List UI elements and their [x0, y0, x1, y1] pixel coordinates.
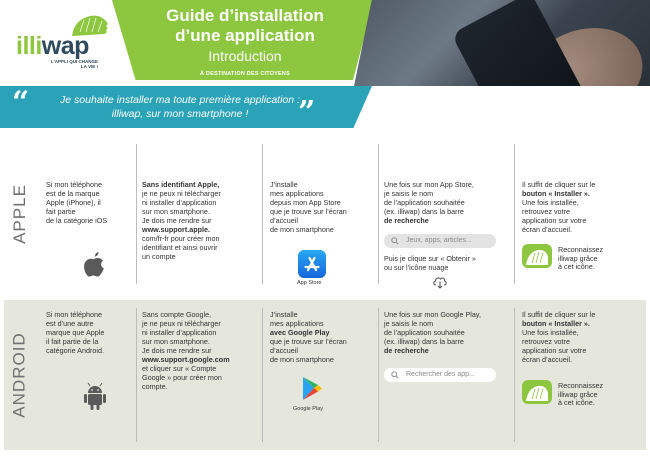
search-icon [391, 237, 399, 245]
apple-logo-icon [82, 252, 106, 280]
apple-step-01-text: Si mon téléphone est de la marque Apple (iPhone), il fait partie de la catégorie iOS [46, 180, 108, 225]
google-play-label: Google Play [293, 406, 323, 412]
android-step-05-text: Il suffit de cliquer sur le bouton « Installer ». Une fois installée, retrouvez votre application sur votre écran d’accueil. [522, 310, 596, 364]
android-section-label: ANDROID [10, 332, 29, 418]
illiwap-logo [16, 12, 136, 72]
android-step-04-text: Une fois sur mon Google Play, je saisis le nom de l’application souhaitée (ex. illiwap) dans la barre de recherche [384, 310, 481, 355]
illiwap-app-icon [522, 244, 552, 268]
search-placeholder: Rechercher des app... [406, 371, 475, 378]
apple-step-04-text: Une fois sur mon App Store, je saisis le nom de l’application souhaitée (ex. illiwap) dans la barre de recherche [384, 180, 474, 225]
smartphone-photo [354, 0, 650, 86]
audience-label: À DESTINATION DES CITOYENS [200, 71, 290, 77]
app-store-label: App Store [297, 280, 322, 286]
search-icon [391, 371, 399, 379]
android-step-03-text: J’installe mes applications avec Google Play que je trouve sur l’écran d’accueil de mon smartphone [270, 310, 347, 364]
header [0, 0, 650, 86]
google-play-icon [300, 376, 324, 402]
apple-recognize-text: Reconnaissez illiwap grâce à cet icône. [558, 245, 604, 271]
app-store-icon [298, 250, 326, 278]
search-placeholder: Jeux, apps, articles... [406, 237, 472, 244]
cloud-download-icon [432, 274, 448, 290]
logo-tagline: L'APPLI QUI CHANGE LA VIE ! [50, 59, 98, 69]
illiwap-app-icon [522, 380, 552, 404]
apple-section-label: APPLE [10, 184, 29, 244]
quote-text: Je souhaite installer ma toute première application : illiwap, sur mon smartphone ! [60, 94, 300, 120]
apple-step-05-text: Il suffit de cliquer sur le bouton « Installer ». Une fois installée, retrouvez votre application sur votre écran d’accueil. [522, 180, 596, 234]
android-robot-icon [82, 382, 108, 412]
apple-step-04-after-text: Puis je clique sur « Obtenir » ou sur l’icône nuage [384, 254, 476, 272]
google-play-search-box[interactable] [384, 368, 496, 382]
android-step-01-text: Si mon téléphone est d’une autre marque que Apple il fait partie de la catégorie Android. [46, 310, 105, 355]
app-store-search-box[interactable] [384, 234, 496, 248]
page-title: Guide d’installation d’une application [166, 6, 324, 45]
open-quote-icon: “ [12, 85, 30, 120]
apple-step-03-text: J’installe mes applications depuis mon App Store que je trouve sur l’écran d’accueil de mon smartphone [270, 180, 347, 234]
apple-step-02-text: Sans identifiant Apple, je ne peux ni télécharger ni installer d’application sur mon smartphone. Je dois me rendre sur www.support.apple. com/fr-fr pour créer mon identifiant et ainsi ouvrir un compte [142, 180, 221, 261]
page-subtitle: Introduction [208, 48, 282, 64]
android-recognize-text: Reconnaissez illiwap grâce à cet icône. [558, 381, 604, 407]
android-step-02-text: Sans compte Google, je ne peux ni télécharger ni installer d’application sur mon smartphone. Je dois me rendre sur www.support.google.com et cliquer sur « Compte Google » pour créer mon compte. [142, 310, 230, 391]
logo-wordmark: illiwap [16, 32, 89, 60]
close-quote-icon: ” [298, 95, 316, 130]
